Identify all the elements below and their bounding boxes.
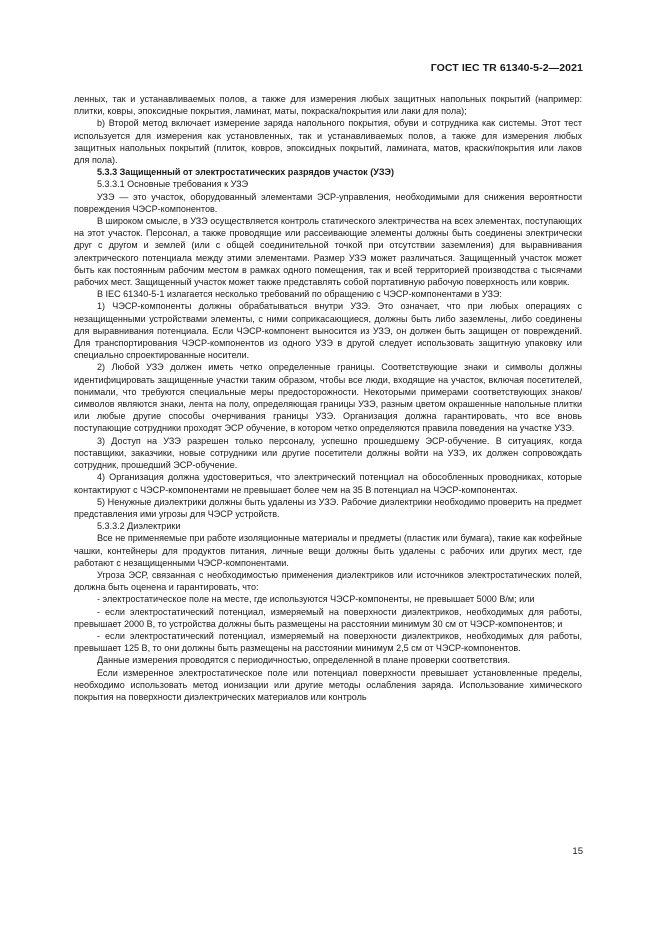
bullet-item: - если электростатический потенциал, измеряемый на поверхности диэлектриков, необходимых для работы, превышает 125 В, то они должны быть размещены на расстоянии минимум 2,5 см от ЧЭСР-компонентов. [74,630,582,654]
paragraph: Если измеренное электростатическое поле или потенциал поверхности превышает установленные пределы, необходимо использовать метод ионизации или другие методы ослабления заряда. Использование химического покрытия на поверхности диэлектрических материалов или контроль [74,667,582,702]
paragraph: 4) Организация должна удостовериться, что электрический потенциал на обособленных проводниках, которые контактируют с ЧЭСР-компонентами не превышает более чем на 35 В потенциал на ЧЭСР-компонентах. [74,472,582,495]
paragraph: 1) ЧЭСР-компоненты должны обрабатываться внутри УЗЭ. Это означает, что при любых операциях с незащищенными устройствами элементы, с ними соприкасающиеся, должны быть либо заземлены, либо соединены для выравнивания потенциала. Если ЧЭСР-компонент выносится из УЗЭ, он должен быть защищен от повреждений. Для транспортирования ЧЭСР-компонентов из одного УЗЭ в другой следует использовать защитную упаковку или специально спроектированные носители. [74,301,582,361]
paragraph: УЗЭ — это участок, оборудованный элементами ЭСР-управления, необходимыми для снижения вероятности повреждения ЧЭСР-компонентов. [74,191,582,214]
bullet-item: - электростатическое поле на месте, где используются ЧЭСР-компоненты, не превышает 5000 В/м; или [97,594,535,605]
document-header: ГОСТ IEC TR 61340-5-2—2021 [430,62,583,74]
section-heading: 5.3.3 Защищенный от электростатических разрядов участок (УЗЭ) [97,167,394,178]
paragraph: 2) Любой УЗЭ должен иметь четко определенные границы. Соответствующие знаки и символы должны идентифицировать защищенные участки таким образом, чтобы все люди, входящие на участок, включая посетителей, понимали, что требуются специальные меры предосторожности. Некоторыми примерами соответствующих знаков/символов являются знаки, лента на полу, определяющая границы УЗЭ, разным цветом окрашенные напольные плитки или любые другие способы очерчивания границы УЗЭ. Организация должна гарантировать, что все вновь поступающие сотрудники проходят ЭСР обучение, в котором четко определяются правила поведения на участке УЗЭ. [74,362,582,434]
paragraph: Данные измерения проводятся с периодичностью, определенной в плане проверки соответствия. [97,655,511,666]
body-text [74,93,582,703]
paragraph: Угроза ЭСР, связанная с необходимостью применения диэлектриков или источников электростатических полей, должна быть оценена и гарантировать, что: [74,569,582,593]
paragraph: b) Второй метод включает измерение заряда напольного покрытия, обуви и сотрудника как системы. Этот тест используется для измерения как установленных, так и устанавливаемых полов, а также для измерения любых защитных напольных покрытий (плиток, ковров, эпоксидных покрытий, ламината, матов, краски/покрытия или лаков для пола). [74,118,582,166]
paragraph: 5.3.3.1 Основные требования к УЗЭ [97,179,249,190]
paragraph: 5.3.3.2 Диэлектрики [97,521,181,532]
paragraph: Все не применяемые при работе изоляционные материалы и предметы (пластик или бумага), такие как кофейные чашки, контейнеры для продуктов питания, личные вещи должны быть удалены с рабочих или других мест, где работают с незащищенными ЧЭСР-компонентами. [74,533,582,568]
page-number: 15 [572,846,583,857]
paragraph: В широком смысле, в УЗЭ осуществляется контроль статического электричества на всех элементах, поступающих на этот участок. Персонал, а также проводящие или рассеивающие элементы должны быть соединены электрически друг с другом и землей (или с общей соединительной точкой при отсутствии заземления) для выравнивания электрического потенциала между этими элементами. Размер УЗЭ может различаться. Защищенный участок может быть как постоянным рабочим местом в рамках одного помещения, так и всей территорией производства с тысячами рабочих мест. Защищенный участок может также представлять собой портативную рабочую поверхность или коврик. [74,216,582,288]
paragraph: 5) Ненужные диэлектрики должны быть удалены из УЗЭ. Рабочие диэлектрики необходимо проверить на предмет представления ими угрозы для ЧЭСР устройств. [74,496,582,519]
bullet-item: - если электростатический потенциал, измеряемый на поверхности диэлектриков, необходимых для работы, превышает 2000 В, то устройства должны быть размещены на расстоянии минимум 30 см от ЧЭСР-компонентов; и [74,606,582,629]
paragraph: ленных, так и устанавливаемых полов, а также для измерения любых защитных напольных покрытий (например: плитки, ковры, эпоксидные покрытия, ламинат, маты, покраска/покрытия или лаки для пола); [74,94,582,117]
paragraph: В IEC 61340-5-1 излагается несколько требований по обращению с ЧЭСР-компонентами в УЗЭ: [97,289,502,300]
paragraph: 3) Доступ на УЗЭ разрешен только персоналу, успешно прошедшему ЭСР-обучение. В ситуациях, когда поставщики, заказчики, новые сотрудники или другие посетители должны войти на УЗЭ, их должен сопровождать сотрудник, прошедший ЭСР-обучение. [74,435,582,471]
